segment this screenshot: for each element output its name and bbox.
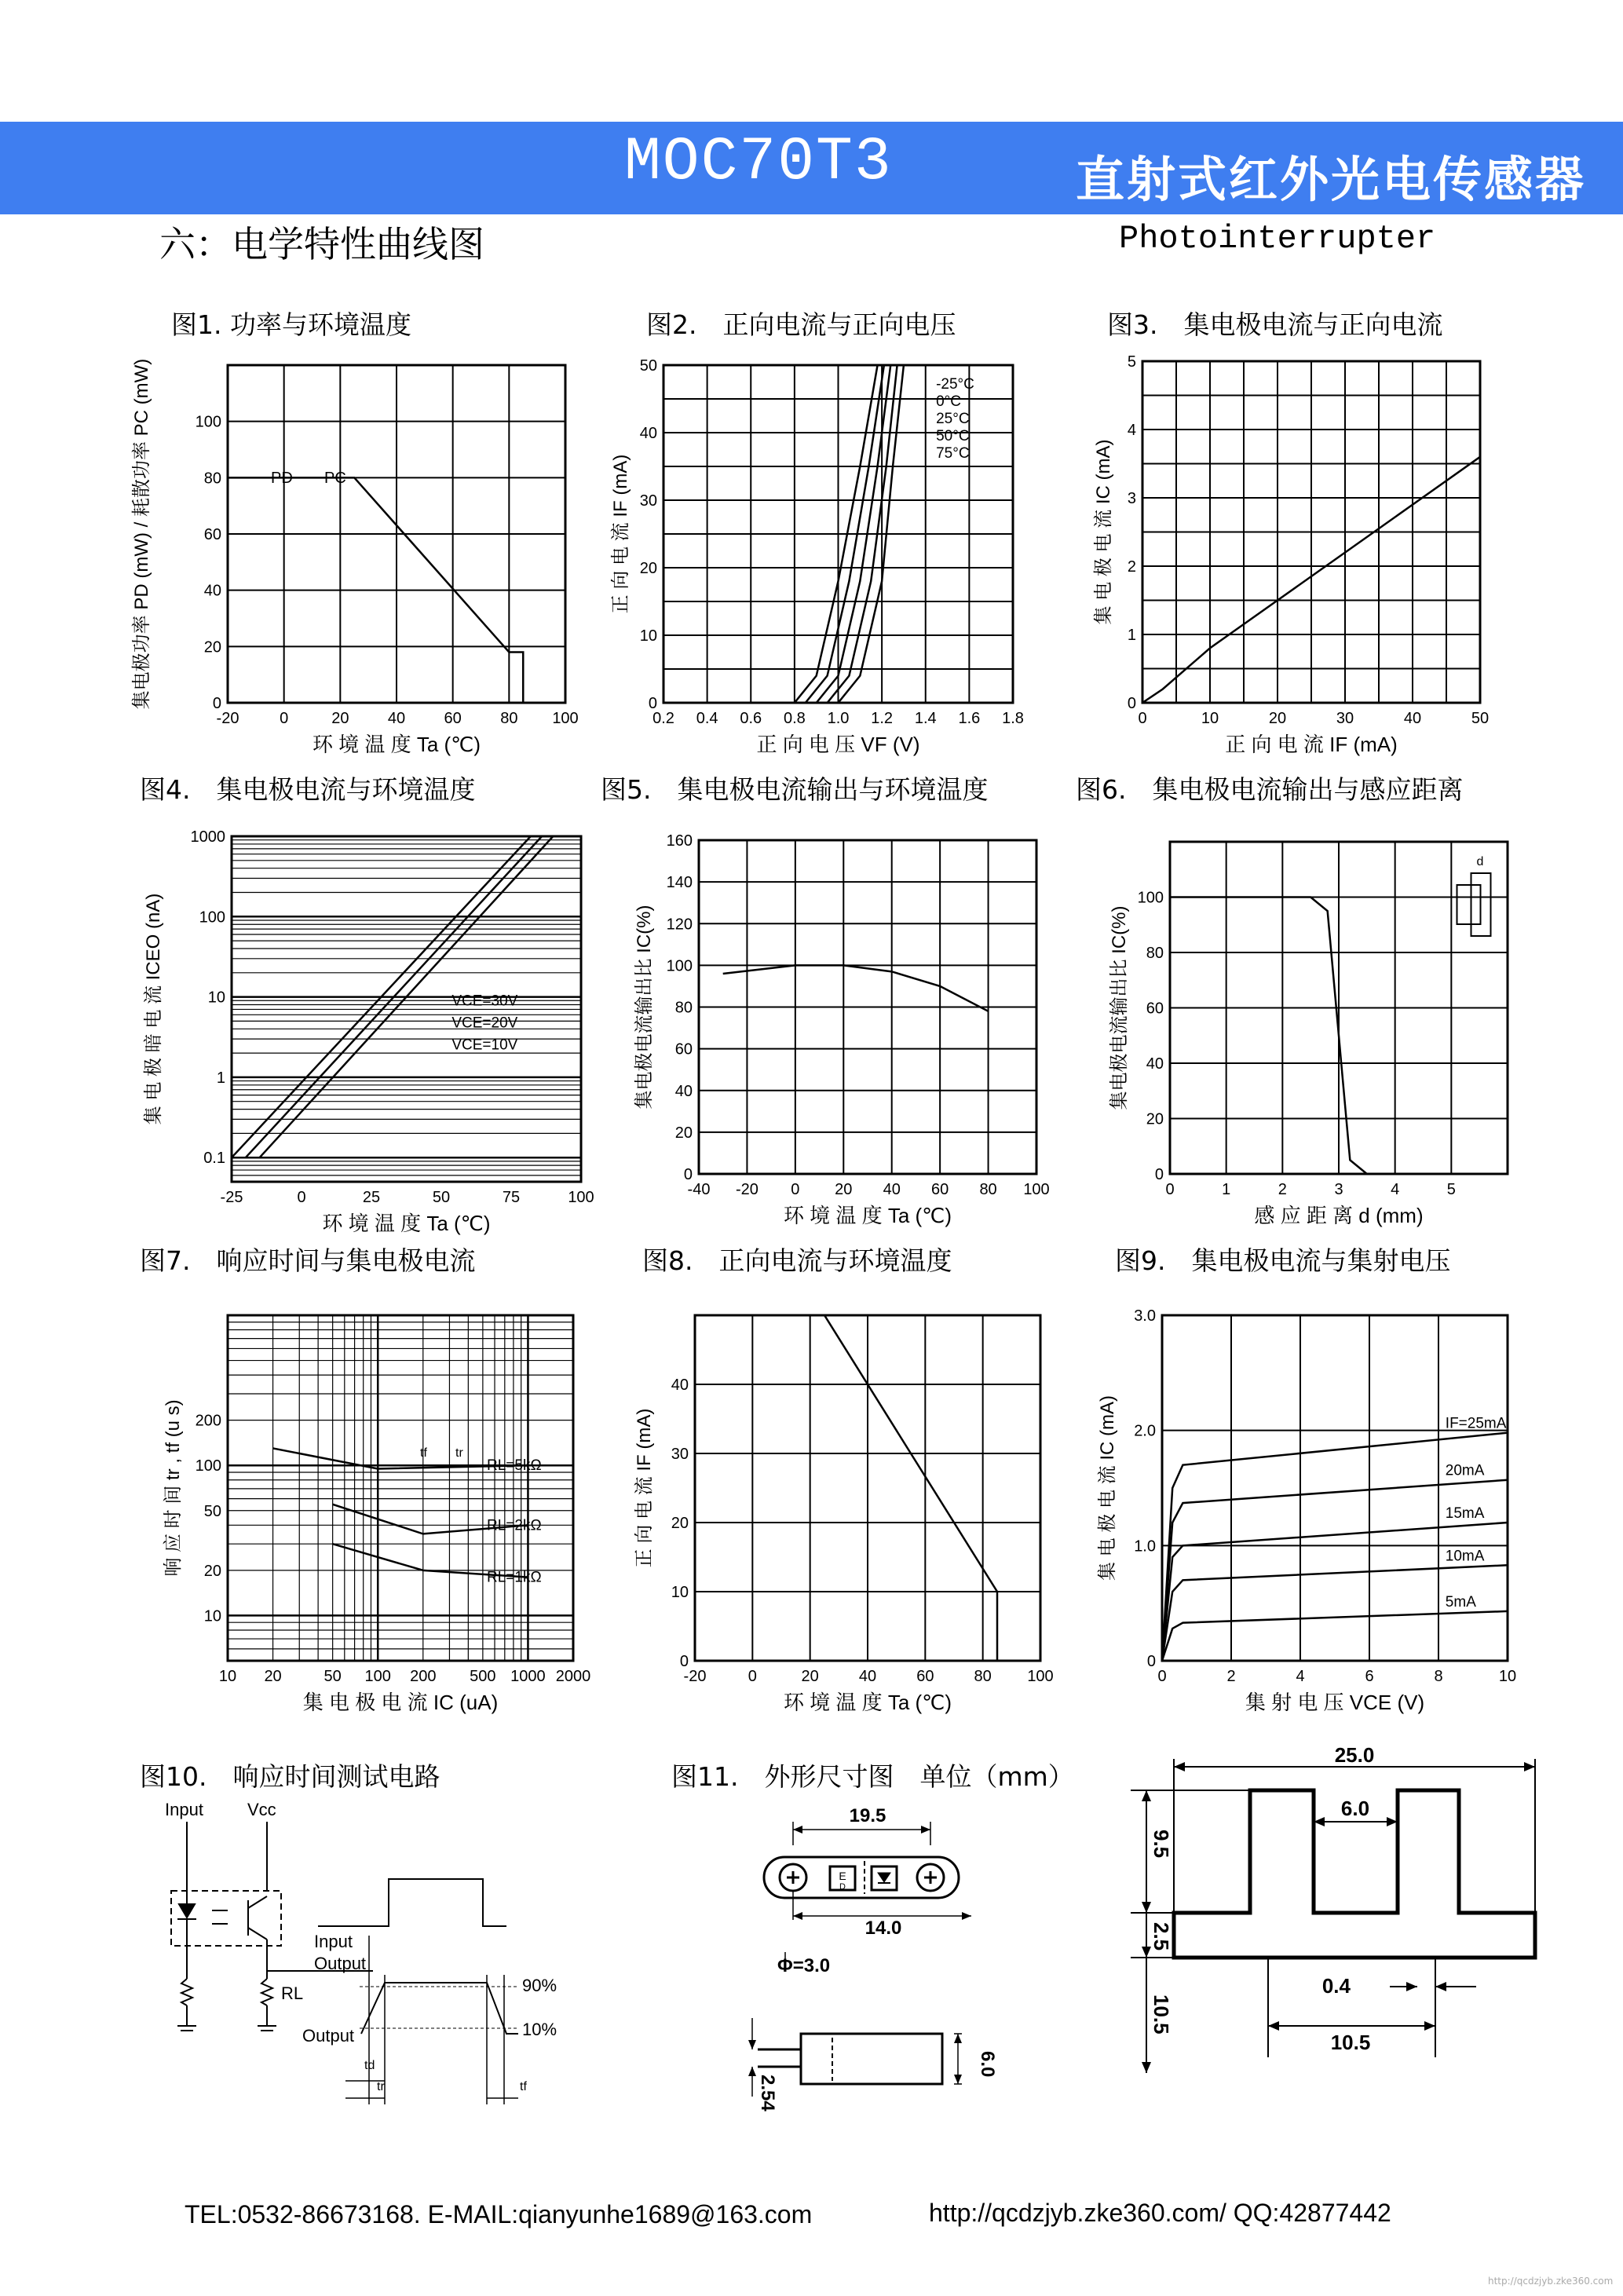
x-tick-label: 0 (748, 1668, 757, 1685)
x-tick-label: 0.4 (696, 710, 718, 727)
y-axis-label: 集 电 极 电 流 IC (mA) (1093, 439, 1114, 625)
y-tick-label: 2.0 (1134, 1422, 1156, 1440)
x-tick-label: 4 (1391, 1181, 1400, 1198)
x-tick-label: 100 (364, 1668, 391, 1685)
x-tick-label: -40 (687, 1181, 711, 1198)
x-tick-label: 10 (218, 1668, 237, 1685)
series-line-3 (1162, 1523, 1508, 1661)
label-input: Input (165, 1800, 203, 1819)
y-tick-label: 160 (666, 832, 693, 850)
y-tick-label: 4 (1127, 422, 1136, 439)
legend-entry: 15mA (1445, 1505, 1485, 1522)
y-tick-label: 40 (1146, 1055, 1164, 1073)
x-tick-label: 75 (502, 1189, 521, 1206)
product-title: 直射式红外光电传感器 (1076, 151, 1587, 208)
y-axis-label: 集电极功率 PD (mW) / 耗散功率 PC (mW) (131, 358, 152, 710)
label-vcc: Vcc (247, 1800, 276, 1819)
y-tick-label: 20 (671, 1515, 689, 1532)
mark-label: tf (420, 1446, 427, 1460)
dim-2-54: 2.54 (757, 2075, 778, 2111)
x-tick-label: 30 (1336, 710, 1354, 727)
label-output: Output (302, 2026, 355, 2046)
y-tick-label: 100 (666, 957, 693, 975)
footer-website: http://qcdzjyb.zke360.com/ QQ:42877442 (929, 2199, 1391, 2227)
legend-entry: VCE=20V (451, 1015, 518, 1032)
x-tick-label: 0.8 (783, 710, 806, 727)
x-tick-label: 50 (432, 1189, 451, 1206)
dim-19-5: 19.5 (849, 1805, 886, 1826)
x-tick-label: 40 (883, 1181, 901, 1198)
y-tick-label: 30 (671, 1446, 689, 1463)
y-tick-label: 100 (195, 413, 221, 431)
y-axis-label: 集 电 极 电 流 IC (mA) (1097, 1395, 1118, 1581)
x-axis-label: 感 应 距 离 d (mm) (1254, 1204, 1424, 1227)
y-tick-label: 0 (679, 1653, 689, 1670)
label-input-wave: Input (314, 1932, 353, 1951)
outline-dimension-front (1115, 1743, 1555, 2081)
y-tick-label: 0 (683, 1166, 693, 1183)
y-axis-label: 集电极电流输出比 IC(%) (634, 905, 655, 1110)
x-tick-label: 100 (1023, 1181, 1050, 1198)
legend-entry: RL=1kΩ (487, 1569, 542, 1586)
dim-6-0: 6.0 (1340, 1797, 1370, 1820)
label-d: D (839, 1882, 846, 1892)
x-tick-label: 60 (444, 710, 462, 727)
y-tick-label: 1000 (190, 828, 225, 846)
subtitle: Photointerrupter (1119, 220, 1436, 258)
y-axis-label: 正 向 电 流 IF (mA) (634, 1408, 655, 1568)
x-axis-label: 环 境 温 度 Ta (℃) (322, 1212, 491, 1235)
y-tick-label: 0 (1154, 1166, 1164, 1183)
y-tick-label: 80 (674, 999, 693, 1017)
y-tick-label: 0 (648, 695, 657, 712)
x-tick-label: 100 (568, 1189, 594, 1206)
chart-response-vs-ic (157, 1300, 597, 1720)
y-tick-label: 40 (639, 425, 657, 442)
x-axis-label: 正 向 电 压 VF (V) (756, 733, 920, 756)
y-tick-label: 100 (195, 1457, 221, 1475)
y-tick-label: 50 (639, 357, 657, 375)
y-tick-label: 60 (674, 1040, 693, 1058)
x-tick-label: 40 (387, 710, 406, 727)
dim-10-5-horizontal: 10.5 (1330, 2031, 1371, 2054)
y-tick-label: 80 (1146, 945, 1164, 962)
label-tr: tr (377, 2080, 385, 2093)
fig10-title: 图10. 响应时间测试电路 (140, 1761, 440, 1792)
curve-label: PC (324, 470, 346, 487)
footer-contact: TEL:0532-86673168. E-MAIL:qianyunhe1689@163.com (185, 2200, 813, 2228)
y-tick-label: 10 (207, 989, 225, 1007)
chart-icratio-vs-temp (628, 817, 1060, 1241)
x-tick-label: 0 (1165, 1181, 1175, 1198)
series-line-1 (1170, 898, 1367, 1175)
chart-ic-vs-if (1087, 345, 1512, 770)
x-tick-label: -20 (216, 710, 239, 727)
x-tick-label: 0 (280, 710, 289, 727)
y-tick-label: 60 (1146, 1000, 1164, 1018)
series-line-5 (1162, 1611, 1508, 1661)
y-axis-label: 集电极电流输出比 IC(%) (1109, 905, 1130, 1110)
y-tick-label: 30 (639, 492, 657, 510)
y-tick-label: 20 (203, 1562, 221, 1580)
x-tick-label: -20 (735, 1181, 758, 1198)
dim-14-0: 14.0 (865, 1918, 902, 1939)
x-tick-label: 0.2 (652, 710, 674, 727)
label-tf: tf (520, 2080, 527, 2093)
y-axis-label: 正 向 电 流 IF (mA) (610, 454, 631, 614)
y-tick-label: 0.1 (203, 1150, 225, 1168)
dim-6-0-side: 6.0 (977, 2051, 998, 2078)
fig5-title: 图5. 集电极电流输出与环境温度 (601, 774, 989, 805)
series-line-1 (723, 965, 989, 1011)
y-tick-label: 0 (1146, 1653, 1156, 1670)
legend-entry: 5mA (1445, 1593, 1476, 1610)
x-tick-label: 40 (858, 1668, 877, 1685)
x-tick-label: 8 (1434, 1668, 1443, 1685)
legend-entry: -25°C (936, 376, 974, 393)
legend-entry: 20mA (1445, 1462, 1485, 1479)
x-tick-label: 1.4 (914, 710, 937, 727)
y-tick-label: 10 (639, 627, 657, 645)
x-tick-label: 60 (931, 1181, 949, 1198)
curve-label: PD (271, 470, 293, 487)
y-tick-label: 100 (199, 909, 225, 927)
dim-phi-3: Φ=3.0 (777, 1955, 831, 1976)
dim-10-5-vertical: 10.5 (1150, 1994, 1173, 2035)
model-number: MOC70T3 (624, 128, 893, 197)
x-tick-label: 0 (1138, 710, 1147, 727)
y-tick-label: 200 (195, 1412, 221, 1430)
legend-entry: 10mA (1445, 1548, 1485, 1565)
y-tick-label: 40 (674, 1082, 693, 1100)
y-tick-label: 0 (212, 695, 221, 712)
label-10pct: 10% (522, 2020, 557, 2039)
x-tick-label: 80 (974, 1668, 992, 1685)
x-axis-label: 集 射 电 压 VCE (V) (1245, 1691, 1425, 1714)
x-axis-label: 集 电 极 电 流 IC (uA) (302, 1691, 499, 1714)
x-tick-label: 60 (916, 1668, 934, 1685)
legend-entry: 50°C (936, 428, 970, 444)
x-tick-label: 0 (791, 1181, 800, 1198)
chart-iceo-vs-temp (137, 817, 601, 1241)
label-output-wave: Output (314, 1954, 367, 1973)
chart-power-vs-temp (126, 345, 597, 770)
x-tick-label: 1.8 (1002, 710, 1024, 727)
x-tick-label: 50 (324, 1668, 342, 1685)
x-tick-label: 80 (500, 710, 518, 727)
y-tick-label: 3.0 (1134, 1307, 1156, 1325)
chart-if-vs-vf (605, 345, 1029, 770)
x-axis-label: 环 境 温 度 Ta (℃) (783, 1204, 952, 1227)
chart-if-vs-temp (628, 1300, 1060, 1720)
x-tick-label: 50 (1471, 710, 1490, 727)
y-tick-label: 3 (1127, 490, 1136, 507)
legend-entry: 75°C (936, 445, 970, 462)
x-tick-label: 20 (801, 1668, 819, 1685)
x-tick-label: 10 (1201, 710, 1219, 727)
fig11-title: 图11. 外形尺寸图 单位（mm） (671, 1761, 1074, 1792)
x-tick-label: 0.6 (740, 710, 762, 727)
y-tick-label: 0 (1127, 695, 1136, 712)
x-tick-label: 500 (470, 1668, 496, 1685)
legend-entry: IF=25mA (1445, 1415, 1507, 1432)
mark-label: tr (455, 1446, 463, 1460)
y-tick-label: 5 (1127, 353, 1136, 371)
x-tick-label: 4 (1296, 1668, 1305, 1685)
legend-entry: RL=5kΩ (487, 1457, 542, 1475)
y-tick-label: 40 (671, 1377, 689, 1394)
y-tick-label: 1 (1127, 627, 1136, 644)
x-tick-label: 2 (1226, 1668, 1236, 1685)
fig1-title: 图1. 功率与环境温度 (171, 309, 411, 340)
y-tick-label: 1 (216, 1069, 225, 1087)
legend-entry: VCE=30V (451, 993, 518, 1010)
y-tick-label: 50 (203, 1502, 221, 1520)
x-axis-label: 环 境 温 度 Ta (℃) (312, 733, 481, 756)
fig4-title: 图4. 集电极电流与环境温度 (140, 774, 476, 805)
dim-25-0: 25.0 (1334, 1743, 1375, 1767)
x-tick-label: 20 (331, 710, 349, 727)
response-time-test-circuit (149, 1798, 612, 2128)
watermark-url: http://qcdzjyb.zke360.com (1488, 2276, 1614, 2287)
series-line-1 (695, 1315, 997, 1661)
y-tick-label: 10 (671, 1584, 689, 1601)
y-tick-label: 120 (666, 916, 693, 934)
dim-2-5: 2.5 (1150, 1922, 1173, 1951)
y-tick-label: 140 (666, 874, 693, 892)
x-tick-label: 2 (1278, 1181, 1287, 1198)
section-heading: 六：电学特性曲线图 (159, 223, 484, 265)
y-tick-label: 20 (1146, 1110, 1164, 1128)
x-tick-label: 0 (297, 1189, 306, 1206)
x-tick-label: 2000 (555, 1668, 591, 1685)
label-td: td (364, 2059, 375, 2072)
legend-entry: VCE=10V (451, 1036, 518, 1054)
fig9-title: 图9. 集电极电流与集射电压 (1115, 1245, 1451, 1276)
label-rl: RL (281, 1983, 304, 2003)
y-axis-label: 集 电 极 暗 电 流 ICEO (nA) (143, 893, 164, 1125)
x-tick-label: 6 (1365, 1668, 1374, 1685)
y-tick-label: 100 (1137, 889, 1164, 907)
x-axis-label: 正 向 电 流 IF (mA) (1225, 733, 1398, 756)
y-tick-label: 20 (203, 638, 221, 656)
y-tick-label: 80 (203, 470, 221, 488)
x-tick-label: 1.2 (871, 710, 894, 727)
dim-9-5: 9.5 (1150, 1830, 1173, 1859)
label-e: E (839, 1870, 846, 1882)
y-tick-label: 10 (203, 1607, 221, 1625)
legend-entry: RL=2kΩ (487, 1517, 542, 1534)
x-tick-label: 100 (1027, 1668, 1054, 1685)
dim-0-4: 0.4 (1321, 1974, 1351, 1998)
fig7-title: 图7. 响应时间与集电极电流 (140, 1245, 476, 1276)
x-tick-label: 100 (552, 710, 579, 727)
x-tick-label: 80 (979, 1181, 997, 1198)
y-tick-label: 60 (203, 526, 221, 543)
y-axis-label: 响 应 时 间 tr , tf (u s) (163, 1399, 184, 1577)
outline-dimension-views (722, 1798, 1068, 2112)
x-axis-label: 环 境 温 度 Ta (℃) (783, 1691, 952, 1714)
fig3-title: 图3. 集电极电流与正向电流 (1107, 309, 1443, 340)
x-tick-label: 20 (835, 1181, 853, 1198)
chart-ic-vs-vce (1091, 1300, 1531, 1720)
fig8-title: 图8. 正向电流与环境温度 (642, 1245, 952, 1276)
x-tick-label: 20 (264, 1668, 282, 1685)
legend-entry: 25°C (936, 411, 970, 427)
x-tick-label: 1 (1222, 1181, 1231, 1198)
y-tick-label: 2 (1127, 558, 1136, 576)
y-tick-label: 20 (639, 560, 657, 577)
chart-icratio-vs-distance (1103, 817, 1543, 1241)
fig6-title: 图6. 集电极电流输出与感应距离 (1076, 774, 1464, 805)
sensor-inset (1457, 885, 1481, 924)
x-tick-label: 1.0 (827, 710, 850, 727)
x-tick-label: -25 (220, 1189, 243, 1206)
x-tick-label: 1000 (510, 1668, 546, 1685)
x-tick-label: 20 (1268, 710, 1287, 727)
y-tick-label: 1.0 (1134, 1537, 1156, 1556)
x-tick-label: -20 (683, 1668, 707, 1685)
y-tick-label: 40 (203, 582, 221, 600)
x-tick-label: 5 (1446, 1181, 1456, 1198)
x-tick-label: 3 (1334, 1181, 1343, 1198)
x-tick-label: 200 (410, 1668, 437, 1685)
inset-label: d (1476, 855, 1484, 868)
x-tick-label: 25 (362, 1189, 381, 1206)
x-tick-label: 0 (1157, 1668, 1167, 1685)
x-tick-label: 1.6 (958, 710, 981, 727)
x-tick-label: 10 (1498, 1668, 1517, 1685)
x-tick-label: 40 (1403, 710, 1422, 727)
y-tick-label: 20 (674, 1124, 693, 1142)
fig2-title: 图2. 正向电流与正向电压 (646, 309, 956, 340)
legend-entry: 0°C (936, 393, 961, 410)
title-banner (0, 122, 1623, 214)
label-90pct: 90% (522, 1976, 557, 1995)
